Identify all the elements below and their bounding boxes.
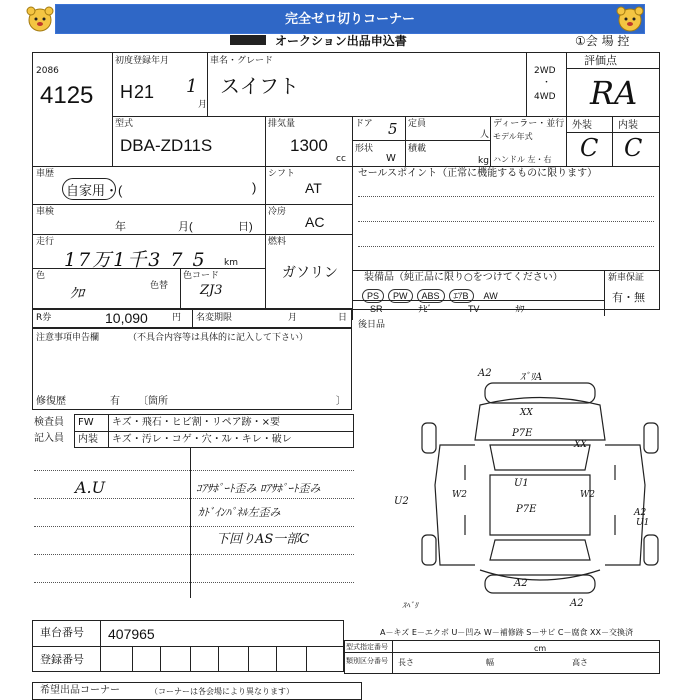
dmg-a2-right: A2 <box>634 508 647 518</box>
dmg-p-left: P7E <box>512 428 533 439</box>
color-change-label: 色替 <box>150 281 169 291</box>
notes-hint: （不具合内容等は具体的に記入して下さい） <box>128 333 309 343</box>
banner-title: 完全ゼロ切りコーナー <box>55 4 645 34</box>
evaluation-score: RA <box>590 74 638 112</box>
wish-corner-hint: （コーナーは各会場により異なります） <box>150 687 294 696</box>
repair-label: 修復歴 <box>36 396 66 407</box>
exterior-grade: C <box>580 134 599 162</box>
car-name: スイフト <box>220 76 299 98</box>
lot-number: 4125 <box>40 82 94 109</box>
recycle-label: R券 <box>36 313 52 323</box>
dmg-u1-right: U1 <box>636 518 650 528</box>
drive-4wd: 4WD <box>534 92 556 102</box>
height-label: 高さ <box>572 658 588 667</box>
model-year-label: モデル年式 <box>493 132 533 141</box>
mileage-label: 走行 <box>36 237 55 247</box>
new-warranty-label: 新車保証 <box>608 273 645 283</box>
fuel-value: ガソリン <box>282 264 338 280</box>
fw-items: キズ・飛石・ヒビ割・リペア跡・×要 <box>112 417 280 428</box>
width-label: 幅 <box>486 658 494 667</box>
aircon-value: AC <box>305 214 325 230</box>
color-code: ZJ3 <box>200 283 223 298</box>
name-change-label: 名変期限 <box>196 313 233 323</box>
damage-legend: A－キズ E－エクボ U－凹み W－補修跡 S－サビ C－腐食 XX－交換済 <box>380 628 634 637</box>
sales-point-label: セールスポイント（正常に機能するものに限ります） <box>358 168 598 179</box>
retrofit-label: 後日品 <box>358 320 386 330</box>
fw-label: FW <box>78 417 94 428</box>
note-line-2: ｶﾄﾞｲﾝﾊﾟﾈﾙ左歪み <box>198 506 281 519</box>
dmg-u2-left: U2 <box>394 496 409 507</box>
dmg-a2-bottom: A2 <box>514 578 528 589</box>
length-label: 長さ <box>398 658 414 667</box>
dmg-p-center: P7E <box>516 504 537 515</box>
load-label: 積載 <box>408 144 427 154</box>
displacement-value: 1300 <box>290 136 328 155</box>
shift-label: シフト <box>268 169 296 179</box>
repair-value: 有 <box>110 396 120 407</box>
car-name-label: 車名・グレード <box>210 56 274 66</box>
interior-grade: C <box>624 134 643 162</box>
dmg-a2-bottom-2: A2 <box>570 598 584 609</box>
doors-label: ドア <box>355 119 373 129</box>
vehicle-use-value: 自家用・( <box>66 183 123 198</box>
color-code-label: 色コード <box>183 271 220 281</box>
inspector-label: 検査員 <box>34 417 64 428</box>
vehicle-use-label: 車歴 <box>36 169 55 179</box>
mileage-value: 17万1千3 7 5 <box>64 249 207 271</box>
form-title: オークション出品申込書 <box>275 34 407 48</box>
shift-value: AT <box>305 180 322 196</box>
model-label: 型式 <box>115 119 134 129</box>
frame-number: 407965 <box>108 626 155 642</box>
aircon-label: 冷房 <box>268 207 287 217</box>
model-code: DBA-ZD11S <box>120 136 213 155</box>
equip-aw: AW <box>483 291 498 301</box>
car-damage-diagram <box>400 365 660 615</box>
equip-leather: ｶﾜ <box>515 304 525 314</box>
evaluation-label: 評価点 <box>584 54 617 67</box>
dmg-zuri: ｽﾞﾘA <box>520 372 543 383</box>
capacity-label: 定員 <box>408 119 427 129</box>
handle-label: ハンドル 左・右 <box>493 155 552 164</box>
interior-label: 内装 <box>618 120 638 131</box>
shape-label: 形状 <box>355 144 374 154</box>
lot-ref: 2086 <box>36 66 59 76</box>
dmg-xx-2: XX <box>574 440 587 450</box>
equip-pw: PW <box>388 289 413 303</box>
registration-number-label: 登録番号 <box>40 653 84 666</box>
category-label: 類別区分番号 <box>346 657 388 665</box>
dealer-label: ディーラー・並行 <box>493 119 565 129</box>
cm-unit: cm <box>534 644 547 653</box>
writer-label: 記入員 <box>34 433 64 444</box>
wish-corner-label: 希望出品コーナー <box>40 685 120 696</box>
recycle-value: 10,090 <box>105 310 148 326</box>
doors-value: 5 <box>388 120 398 138</box>
bear-mascot-icon <box>22 4 58 34</box>
color-label: 色 <box>36 271 46 281</box>
interior-inspection-label: 内装 <box>78 434 98 445</box>
dmg-w2-left: W2 <box>452 490 467 500</box>
type-designation-label: 型式指定番号 <box>346 643 388 651</box>
dmg-xx: XX <box>520 408 533 418</box>
equip-sr: SR <box>370 304 383 314</box>
dmg-u1: U1 <box>514 478 529 489</box>
equip-airbag: ｴｱB <box>449 289 474 303</box>
venue-copy-label: ①会 場 控 <box>575 34 630 48</box>
bear-mascot-icon <box>612 4 648 34</box>
equip-navi: ﾅﾋﾞ <box>418 304 433 314</box>
note-line-3: 下回りAS一部C <box>216 532 310 547</box>
fuel-label: 燃料 <box>268 237 287 247</box>
note-left: A.U <box>75 478 106 497</box>
dmg-a2-top: A2 <box>478 368 492 379</box>
notes-label: 注意事項申告欄 <box>36 333 100 343</box>
note-line-1: ｺｱｻﾎﾟｰﾄ歪み ﾛｱｻﾎﾟｰﾄ歪み <box>196 482 321 495</box>
exterior-label: 外装 <box>572 120 592 131</box>
equipment-label: 装備品（純正品に限り○をつけてください） <box>364 272 563 283</box>
dmg-sube: ｽﾍﾞﾘ <box>402 601 418 610</box>
equipment-row-2 <box>370 302 525 315</box>
color-value: ｸﾛ <box>70 286 84 302</box>
new-warranty-value: 有・無 <box>612 291 645 304</box>
reg-month: 1 <box>186 76 198 97</box>
first-registration-label: 初度登録年月 <box>115 56 170 66</box>
interior-items: キズ・汚レ・コゲ・穴・ｽﾚ・キレ・破レ <box>112 434 292 445</box>
era: H <box>120 82 133 102</box>
displacement-label: 排気量 <box>268 119 296 129</box>
equip-ps: PS <box>362 289 384 303</box>
reg-year: 21 <box>134 82 155 102</box>
equip-tv: TV <box>468 304 480 314</box>
shape-value: W <box>386 153 396 164</box>
drive-2wd: 2WD <box>534 66 556 76</box>
form-logo <box>230 35 266 45</box>
dmg-w2-right: W2 <box>580 490 595 500</box>
equip-abs: ABS <box>417 289 445 303</box>
frame-number-label: 車台番号 <box>40 626 84 639</box>
inspection-label: 車検 <box>36 207 55 217</box>
